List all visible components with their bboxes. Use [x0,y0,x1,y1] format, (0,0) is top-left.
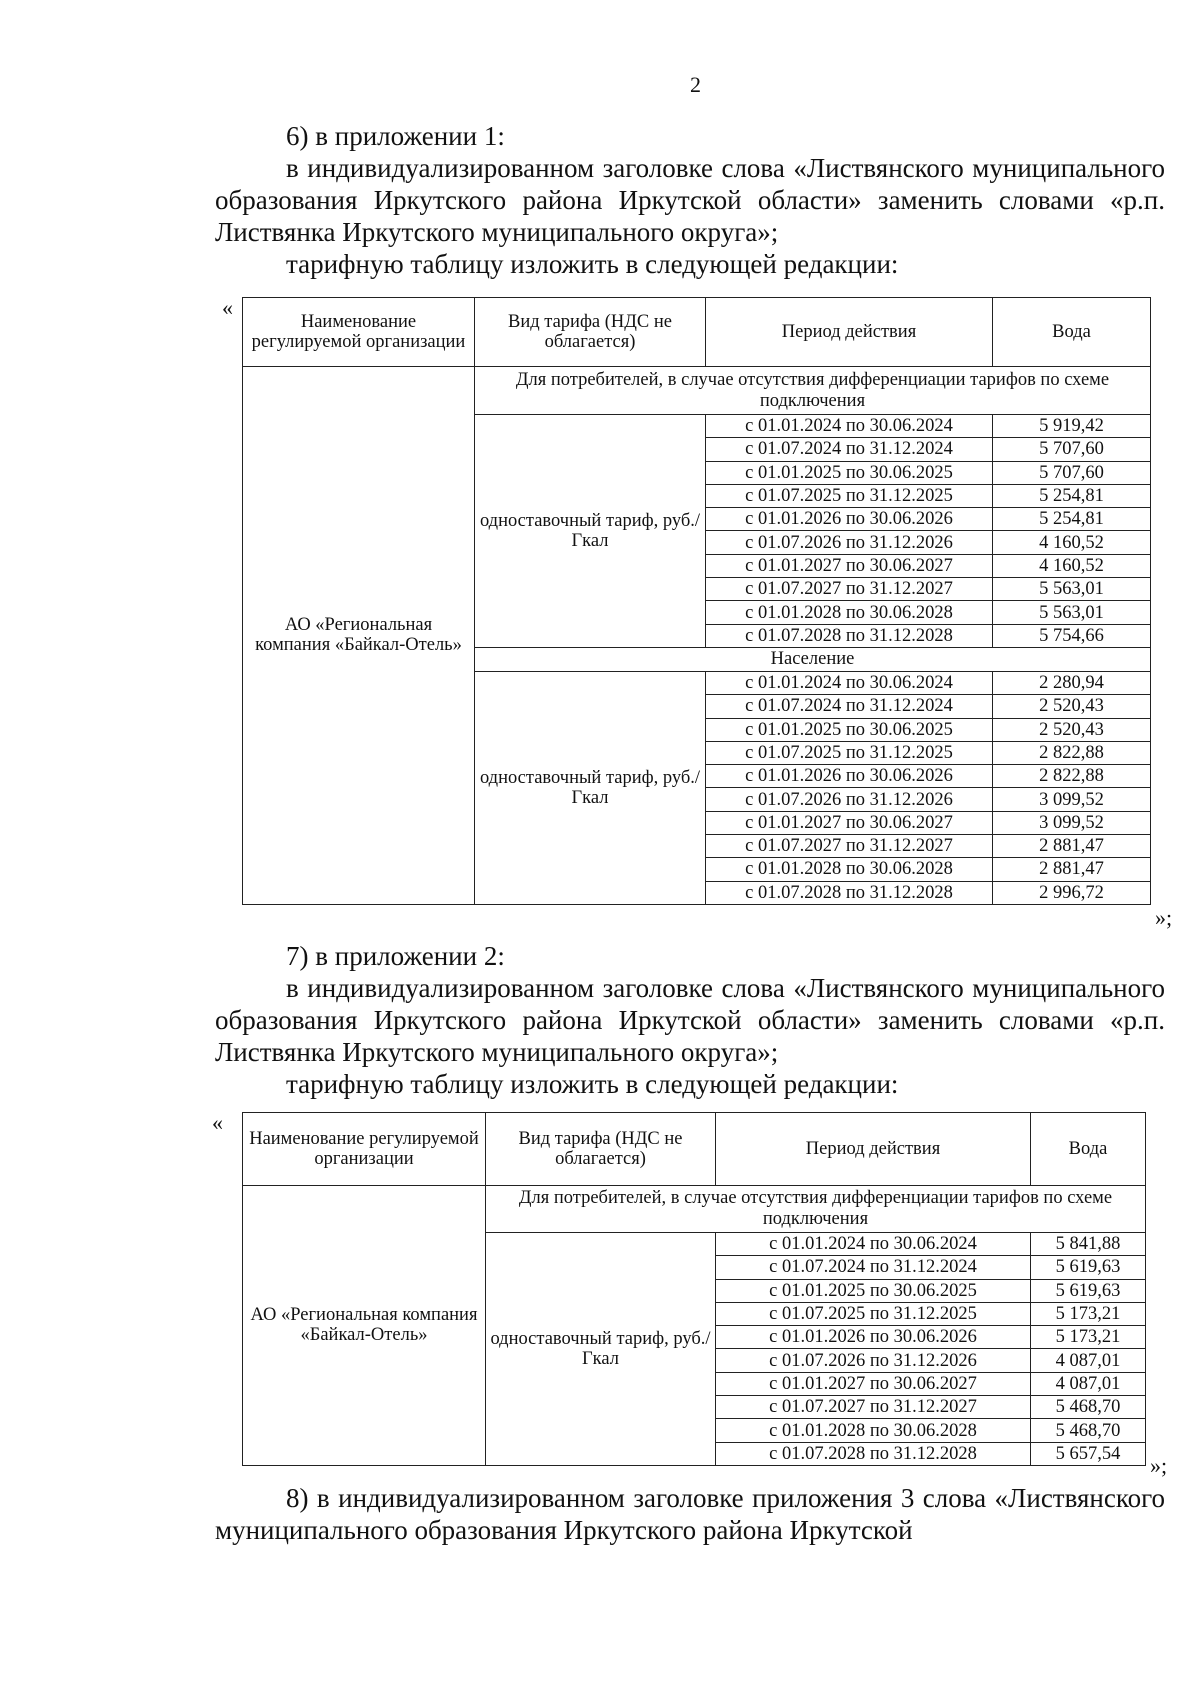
period-cell: с 01.07.2027 по 31.12.2027 [716,1396,1031,1419]
water-value-cell: 5 619,63 [1031,1256,1146,1279]
water-value-cell: 5 919,42 [993,415,1151,438]
water-value-cell: 5 657,54 [1031,1442,1146,1465]
section-6-heading: 6) в приложении 1: [286,121,505,151]
tariff-table-appendix-2 [242,1112,1146,1466]
water-value-cell: 5 619,63 [1031,1279,1146,1302]
header-period: Период действия [706,298,993,367]
open-quote-2: « [212,1110,223,1135]
water-value-cell: 5 468,70 [1031,1396,1146,1419]
water-value-cell: 5 254,81 [993,484,1151,507]
page-number: 2 [690,72,701,97]
header-organization: Наименование регулируемой организации [243,1113,486,1186]
period-cell: с 01.01.2024 по 30.06.2024 [706,415,993,438]
water-value-cell: 3 099,52 [993,811,1151,834]
water-value-cell: 2 280,94 [993,671,1151,694]
period-cell: с 01.07.2026 по 31.12.2026 [706,788,993,811]
water-value-cell: 5 754,66 [993,624,1151,647]
section-7-paragraph-2: тарифную таблицу изложить в следующей редакции: [286,1069,899,1099]
period-cell: с 01.07.2028 по 31.12.2028 [716,1442,1031,1465]
period-cell: с 01.01.2026 по 30.06.2026 [706,765,993,788]
period-cell: с 01.01.2027 по 30.06.2027 [706,554,993,577]
water-value-cell: 5 173,21 [1031,1326,1146,1349]
group-title: Население [475,647,1151,671]
tariff-type: одноставочный тариф, руб./Гкал [486,1233,716,1466]
header-row [243,1113,1146,1186]
water-value-cell: 2 822,88 [993,765,1151,788]
water-value-cell: 5 707,60 [993,461,1151,484]
water-value-cell: 2 881,47 [993,835,1151,858]
water-value-cell: 4 160,52 [993,531,1151,554]
group-row [243,367,1151,415]
period-cell: с 01.07.2028 по 31.12.2028 [706,624,993,647]
period-cell: с 01.07.2025 по 31.12.2025 [706,741,993,764]
close-quote-2: »; [1150,1453,1168,1478]
header-organization: Наименование регулируемой организации [243,298,475,367]
water-value-cell: 4 087,01 [1031,1349,1146,1372]
period-cell: с 01.01.2026 по 30.06.2026 [706,508,993,531]
period-cell: с 01.07.2027 по 31.12.2027 [706,578,993,601]
open-quote-1: « [222,295,233,320]
water-value-cell: 5 841,88 [1031,1233,1146,1256]
period-cell: с 01.01.2027 по 30.06.2027 [706,811,993,834]
period-cell: с 01.01.2025 по 30.06.2025 [706,461,993,484]
section-8-paragraph: 8) в индивидуализированном заголовке приложения 3 слова «Листвянского муниципального образования Иркутского района Иркутской [215,1483,1165,1545]
water-value-cell: 2 520,43 [993,695,1151,718]
period-cell: с 01.07.2027 по 31.12.2027 [706,835,993,858]
water-value-cell: 5 254,81 [993,508,1151,531]
period-cell: с 01.07.2026 по 31.12.2026 [706,531,993,554]
period-cell: с 01.01.2024 по 30.06.2024 [716,1233,1031,1256]
water-value-cell: 2 996,72 [993,881,1151,904]
section-7-paragraph-1: в индивидуализированном заголовке слова «Листвянского муниципального образования Иркутского района Иркутской области» заменить словами «р.п. Листвянка Иркутского муниципального округа»; [215,973,1165,1067]
water-value-cell: 5 563,01 [993,578,1151,601]
tariff-type: одноставочный тариф, руб./Гкал [475,415,706,648]
section-7-text [215,940,1165,1100]
period-cell: с 01.07.2028 по 31.12.2028 [706,881,993,904]
organization-name: АО «Региональная компания «Байкал-Отель» [243,1186,486,1466]
group-title: Для потребителей, в случае отсутствия дифференциации тарифов по схеме подключения [475,367,1151,415]
water-value-cell: 2 881,47 [993,858,1151,881]
group-title: Для потребителей, в случае отсутствия дифференциации тарифов по схеме подключения [486,1186,1146,1233]
water-value-cell: 5 468,70 [1031,1419,1146,1442]
water-value-cell: 4 087,01 [1031,1372,1146,1395]
section-6-text [215,120,1165,280]
header-water: Вода [993,298,1151,367]
period-cell: с 01.01.2024 по 30.06.2024 [706,671,993,694]
header-tariff-type: Вид тарифа (НДС не облагается) [486,1113,716,1186]
header-tariff-type: Вид тарифа (НДС не облагается) [475,298,706,367]
close-quote-1: »; [1155,905,1173,930]
period-cell: с 01.07.2024 по 31.12.2024 [706,695,993,718]
period-cell: с 01.07.2025 по 31.12.2025 [716,1302,1031,1325]
water-value-cell: 3 099,52 [993,788,1151,811]
header-water: Вода [1031,1113,1146,1186]
group-row [243,1186,1146,1233]
period-cell: с 01.07.2025 по 31.12.2025 [706,484,993,507]
water-value-cell: 4 160,52 [993,554,1151,577]
period-cell: с 01.01.2028 по 30.06.2028 [706,858,993,881]
tariff-table-appendix-1 [242,297,1151,905]
section-8-text [215,1482,1165,1546]
period-cell: с 01.01.2028 по 30.06.2028 [706,601,993,624]
water-value-cell: 5 707,60 [993,438,1151,461]
header-period: Период действия [716,1113,1031,1186]
period-cell: с 01.01.2027 по 30.06.2027 [716,1372,1031,1395]
period-cell: с 01.07.2024 по 31.12.2024 [706,438,993,461]
water-value-cell: 2 822,88 [993,741,1151,764]
period-cell: с 01.01.2025 по 30.06.2025 [716,1279,1031,1302]
section-6-paragraph-2: тарифную таблицу изложить в следующей редакции: [286,249,899,279]
section-6-paragraph-1: в индивидуализированном заголовке слова «Листвянского муниципального образования Иркутского района Иркутской области» заменить словами «р.п. Листвянка Иркутского муниципального округа»; [215,153,1165,247]
section-7-heading: 7) в приложении 2: [286,941,505,971]
period-cell: с 01.07.2024 по 31.12.2024 [716,1256,1031,1279]
water-value-cell: 2 520,43 [993,718,1151,741]
tariff-type: одноставочный тариф, руб./Гкал [475,671,706,904]
water-value-cell: 5 563,01 [993,601,1151,624]
period-cell: с 01.07.2026 по 31.12.2026 [716,1349,1031,1372]
water-value-cell: 5 173,21 [1031,1302,1146,1325]
period-cell: с 01.01.2025 по 30.06.2025 [706,718,993,741]
organization-name: АО «Региональная компания «Байкал-Отель» [243,367,475,905]
header-row [243,298,1151,367]
period-cell: с 01.01.2028 по 30.06.2028 [716,1419,1031,1442]
period-cell: с 01.01.2026 по 30.06.2026 [716,1326,1031,1349]
